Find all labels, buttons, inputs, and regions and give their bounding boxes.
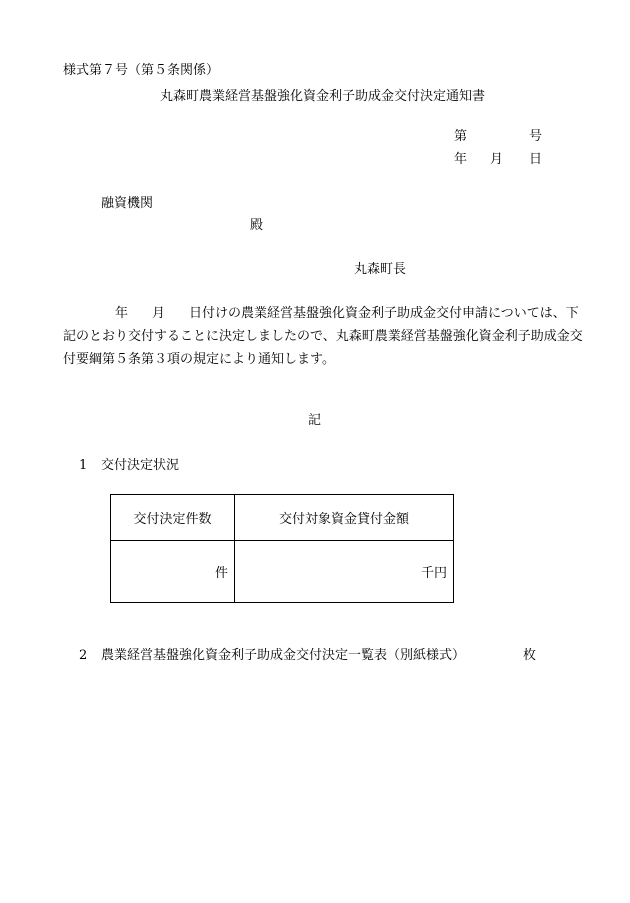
grant-status-table xyxy=(110,494,454,603)
cell-loan-amount xyxy=(235,541,454,603)
body-month-label: 月 xyxy=(152,306,166,321)
document-title: 丸森町農業経営基盤強化資金利子助成金交付決定通知書 xyxy=(160,89,486,104)
unit-ken: 件 xyxy=(214,566,228,581)
section-2-heading xyxy=(79,648,465,664)
body-line-1 xyxy=(63,302,579,325)
date-year-label: 年 xyxy=(454,152,468,167)
section-2-title: 農業経営基盤強化資金利子助成金交付決定一覧表（別紙様式） xyxy=(101,648,466,663)
document-number-suffix: 号 xyxy=(529,129,543,144)
body-year-label: 年 xyxy=(115,306,129,321)
header-loan-amount: 交付対象資金貸付金額 xyxy=(235,495,454,541)
section-2-number: 2 xyxy=(79,648,88,663)
recipient-honorific: 殿 xyxy=(250,218,264,233)
date-month-label: 月 xyxy=(490,152,504,167)
table-header-row xyxy=(111,495,454,541)
section-1-number: 1 xyxy=(79,458,88,473)
ki-heading: 記 xyxy=(308,413,322,428)
document-number-label: 第 xyxy=(454,129,468,144)
section-1-heading xyxy=(79,458,179,474)
section-2-sheet-unit: 枚 xyxy=(523,648,537,663)
body-line-1-text: 日付けの農業経営基盤強化資金利子助成金交付申請については、下 xyxy=(189,306,579,321)
recipient-organization: 融資機関 xyxy=(101,196,154,211)
form-number: 様式第７号（第５条関係） xyxy=(63,63,220,78)
body-line-2: 記のとおり交付することに決定しましたので、丸森町農業経営基盤強化資金利子助成金交 xyxy=(63,329,583,344)
table-row xyxy=(111,541,454,603)
body-line-3: 付要綱第５条第３項の規定により通知します。 xyxy=(63,352,335,367)
unit-thousand-yen: 千円 xyxy=(420,566,447,581)
date-day-label: 日 xyxy=(529,152,543,167)
sender-name: 丸森町長 xyxy=(354,262,407,277)
header-decision-count: 交付決定件数 xyxy=(111,495,235,541)
cell-decision-count xyxy=(111,541,235,603)
section-1-title: 交付決定状況 xyxy=(101,458,180,473)
